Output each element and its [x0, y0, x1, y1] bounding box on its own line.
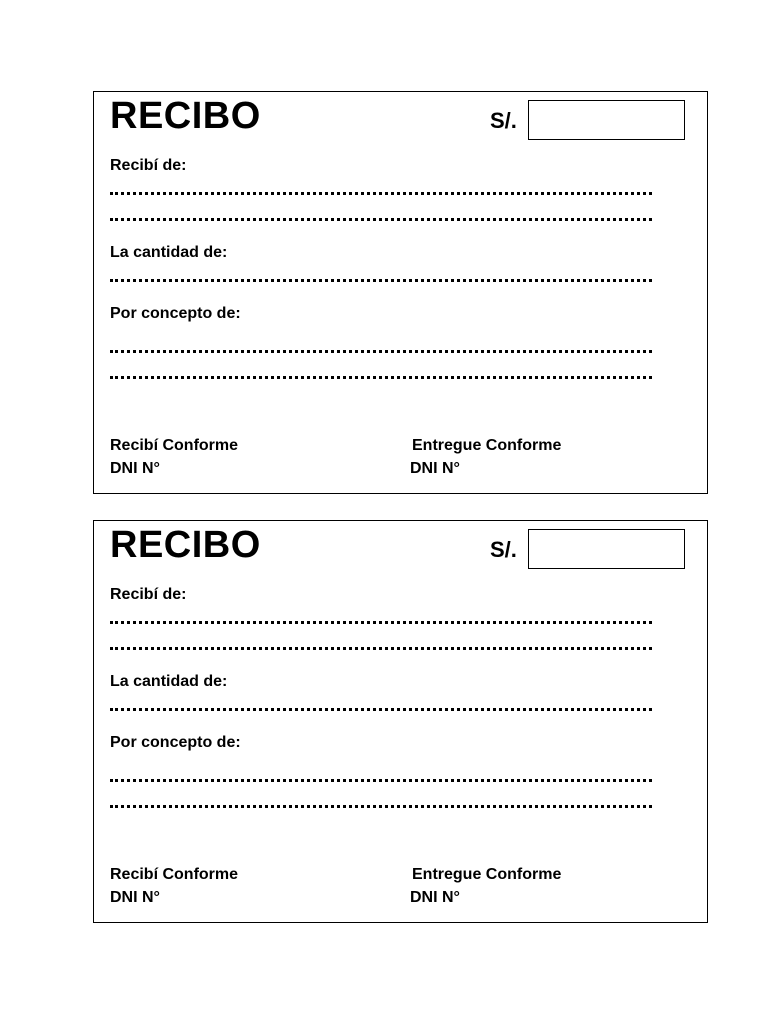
receipt-title: RECIBO	[110, 524, 261, 566]
received-from-line[interactable]	[110, 218, 652, 221]
receipt-form	[93, 520, 708, 923]
amount-input-box[interactable]	[528, 529, 685, 569]
delivered-conform-label: Entregue Conforme	[412, 866, 562, 883]
received-from-line[interactable]	[110, 192, 652, 195]
receipt-title: RECIBO	[110, 95, 261, 137]
dni-label: DNI N°	[410, 889, 460, 906]
amount-text-line[interactable]	[110, 708, 652, 711]
concept-label: Por concepto de:	[110, 305, 241, 322]
amount-text-label: La cantidad de:	[110, 673, 228, 690]
received-from-label: Recibí de:	[110, 586, 187, 603]
concept-line[interactable]	[110, 805, 652, 808]
amount-input-box[interactable]	[528, 100, 685, 140]
received-conform-label: Recibí Conforme	[110, 437, 239, 454]
amount-text-line[interactable]	[110, 279, 652, 282]
concept-line[interactable]	[110, 350, 652, 353]
dni-label: DNI N°	[110, 889, 160, 906]
receipt-form	[93, 91, 708, 494]
amount-text-label: La cantidad de:	[110, 244, 228, 261]
received-from-line[interactable]	[110, 621, 652, 624]
currency-label: S/.	[490, 108, 517, 133]
delivered-conform-label: Entregue Conforme	[412, 437, 562, 454]
received-from-line[interactable]	[110, 647, 652, 650]
received-from-label: Recibí de:	[110, 157, 187, 174]
concept-line[interactable]	[110, 779, 652, 782]
concept-label: Por concepto de:	[110, 734, 241, 751]
dni-label: DNI N°	[410, 460, 460, 477]
received-conform-label: Recibí Conforme	[110, 866, 239, 883]
dni-label: DNI N°	[110, 460, 160, 477]
concept-line[interactable]	[110, 376, 652, 379]
currency-label: S/.	[490, 537, 517, 562]
